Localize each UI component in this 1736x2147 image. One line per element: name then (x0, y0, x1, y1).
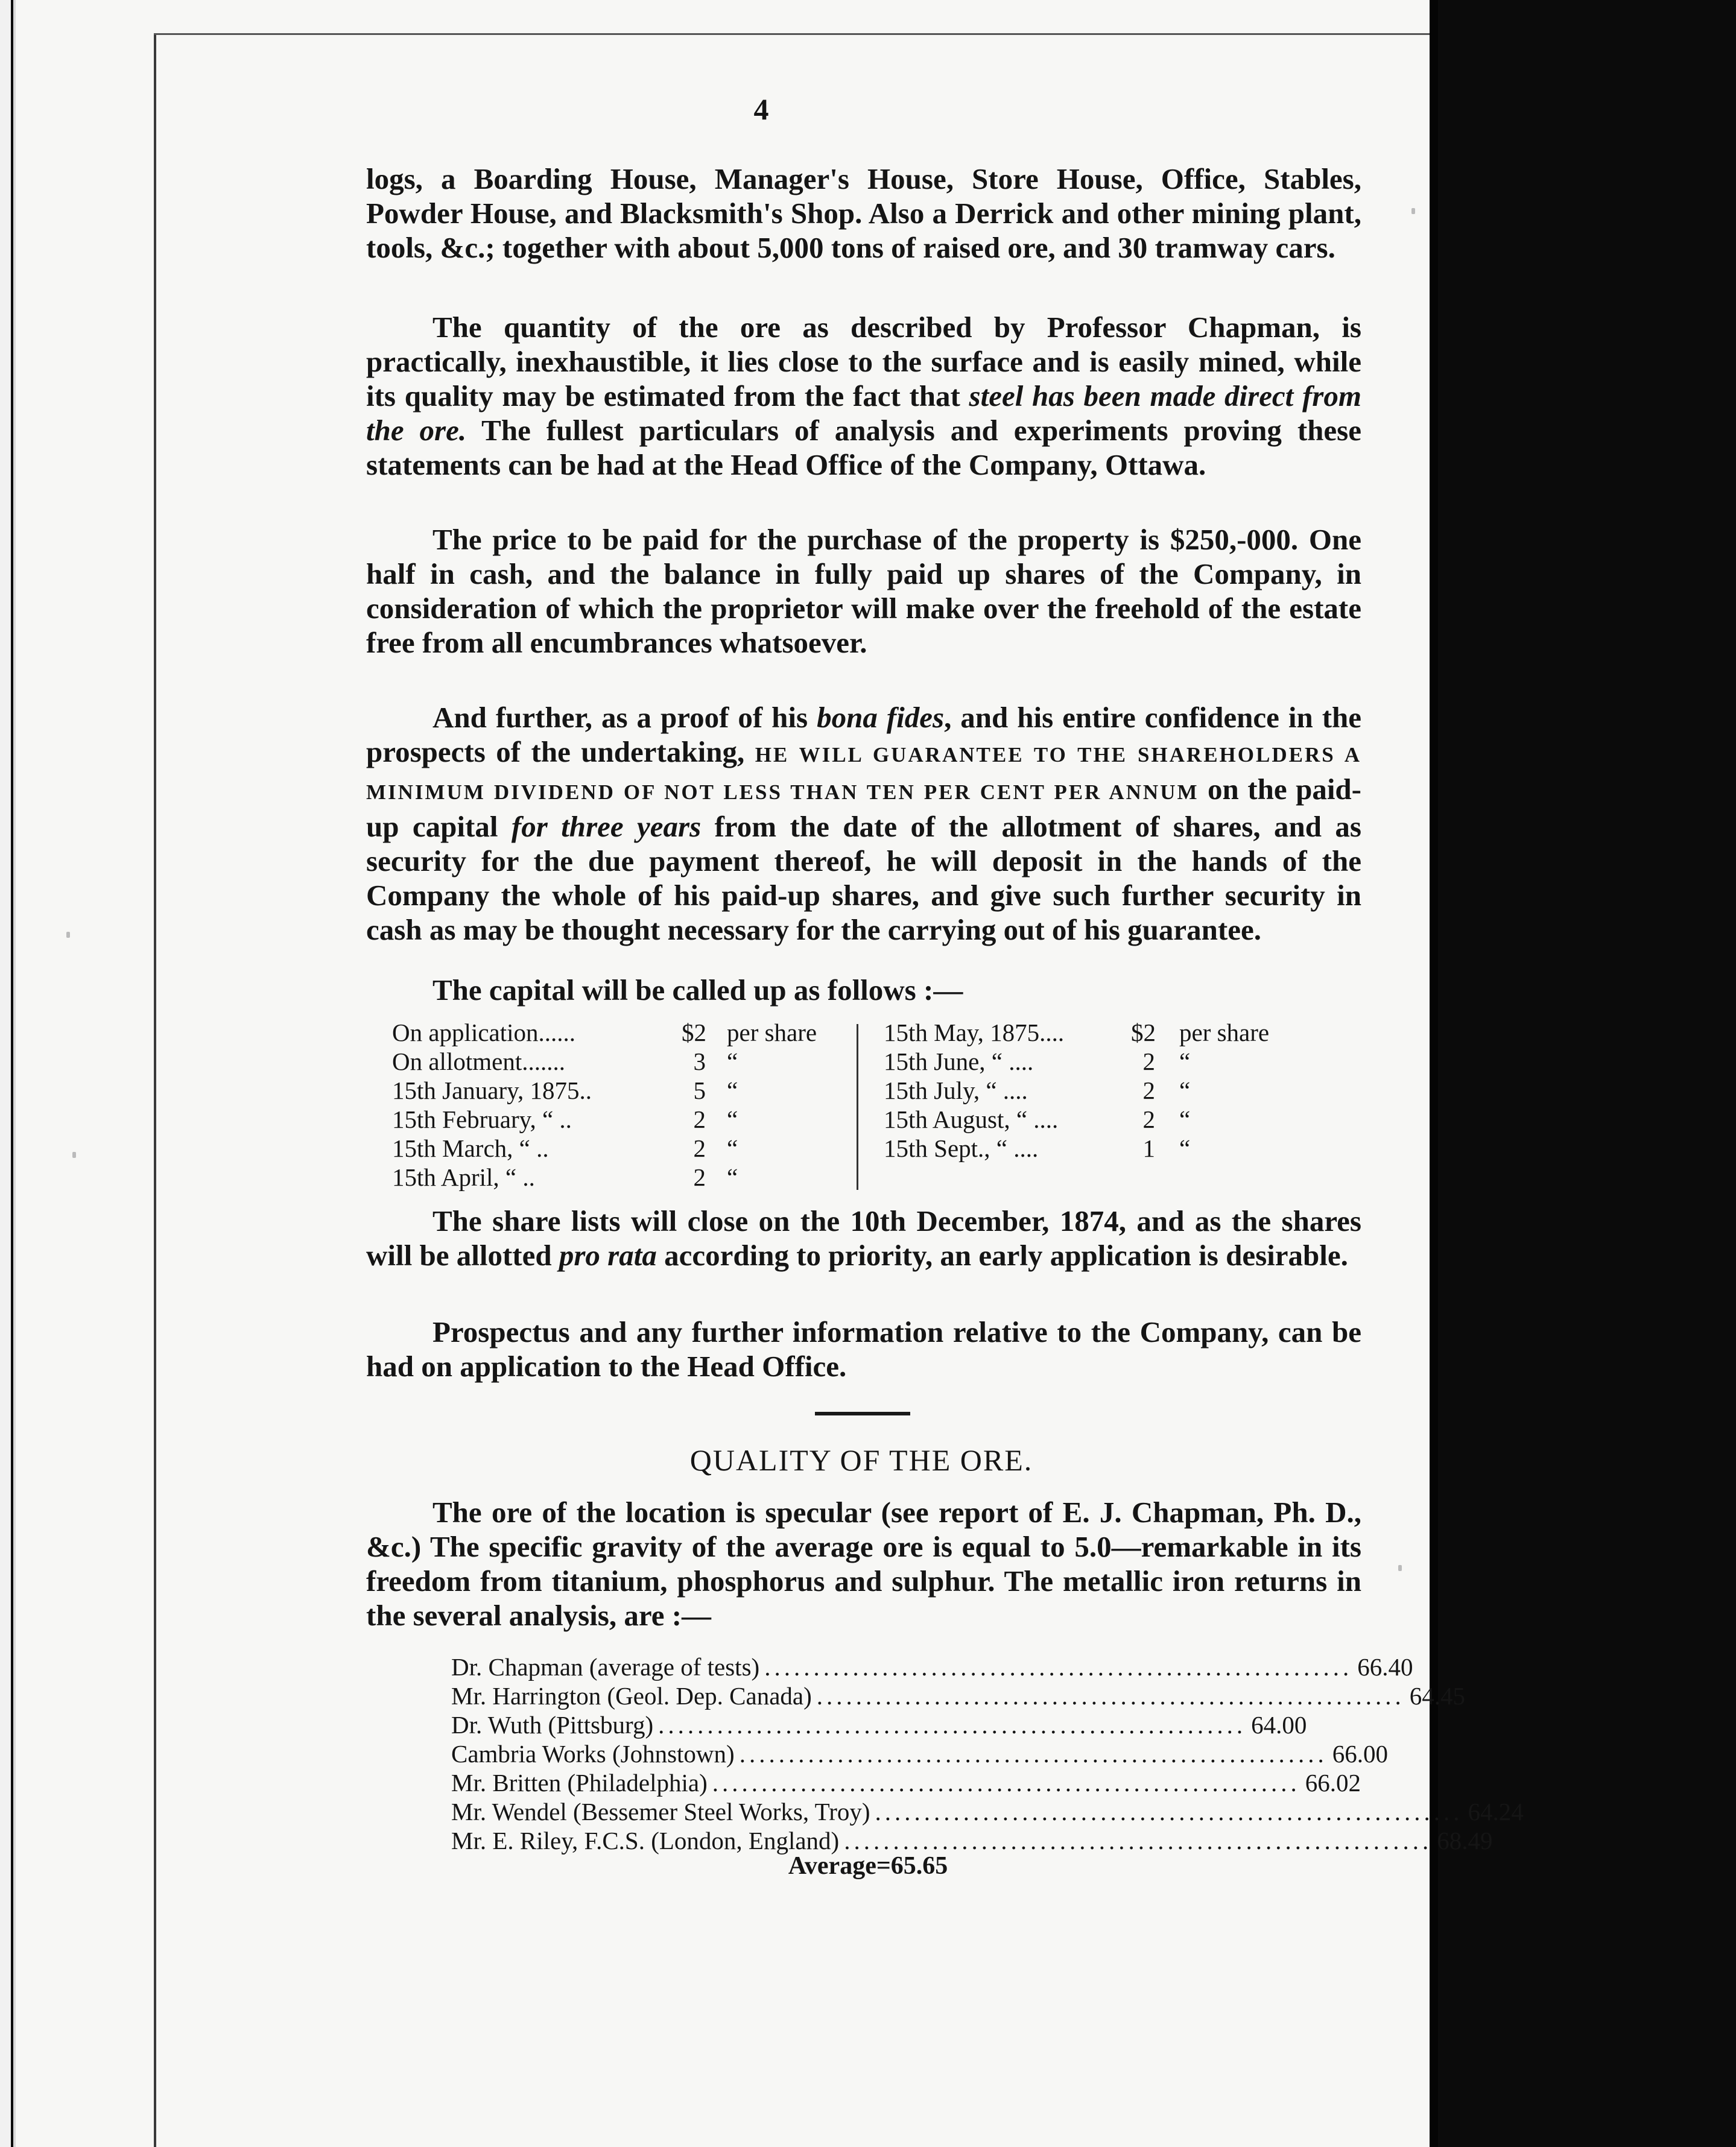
capital-call-schedule (392, 1018, 1357, 1193)
schedule-row (884, 1047, 1366, 1076)
guarantee-text-2: , and his entire confidence in the prospects of the undertaking, (366, 701, 1362, 768)
analysis-value: 66.40 (1357, 1653, 1413, 1681)
schedule-date: On allotment....... (392, 1048, 565, 1075)
quantity-text: The quantity of the ore as described by Professor Chapman, is practically, inexhaustible, it lies close to the surface and is easily mined, while its quality may be estimated from the fact that (366, 311, 1361, 413)
schedule-date: 15th May, 1875.... (884, 1019, 1065, 1046)
analysis-value: 64.24 (1468, 1798, 1524, 1826)
steel-emphasis: steel has been made direct from the ore. (366, 379, 1361, 447)
analysis-value: 64.00 (1251, 1711, 1307, 1739)
schedule-amount: 2 (1142, 1105, 1155, 1133)
leader-dots: ............................................................ (658, 1711, 1247, 1739)
section-rule (815, 1412, 910, 1415)
schedule-date: 15th June, “ .... (884, 1048, 1034, 1075)
analysis-row (451, 1739, 1388, 1768)
analysis-row (451, 1652, 1413, 1681)
schedule-unit: “ (727, 1134, 738, 1162)
schedule-amount: 2 (693, 1134, 706, 1162)
analyst-name: Dr. Chapman (average of tests) (451, 1653, 760, 1681)
analyst-name: Dr. Wuth (Pittsburg) (451, 1711, 654, 1739)
schedule-unit: per share (1179, 1019, 1270, 1046)
schedule-row (392, 1047, 851, 1076)
paragraph-price: The price to be paid for the purchase of the property is $250,-000. One half in cash, and the balance in fully paid up shares of the Company, in consideration of which the proprietor will make over the freehold of the estate free from all encumbrances whatsoever. (366, 523, 1361, 659)
scan-speck (66, 932, 70, 938)
guarantee-text-4: from the date of the allotment of shares, and as security for the due payment thereof, he will deposit in the hands of the Company the whole of his paid-up shares, and give such further security in cash as may be thought necessary for the carrying out of his guarantee. (366, 810, 1361, 946)
schedule-row (392, 1105, 851, 1134)
schedule-row (392, 1076, 851, 1105)
schedule-date: 15th August, “ .... (884, 1105, 1059, 1133)
paragraph-buildings: logs, a Boarding House, Manager's House, Store House, Office, Stables, Powder House, and Blacksmith's Shop. Also a Derrick and other mining plant, tools, &c.; together with about 5,000 tons of raised ore, and 30 tramway cars. (366, 162, 1361, 264)
section-heading: QUALITY OF THE ORE. (689, 1443, 1033, 1477)
three-years-emphasis: for three years (511, 810, 702, 843)
schedule-unit: per share (727, 1019, 817, 1046)
schedule-row (392, 1163, 851, 1192)
leader-dots: ............................................................ (844, 1827, 1433, 1855)
schedule-date: 15th March, “ .. (392, 1134, 549, 1162)
schedule-unit: “ (1179, 1105, 1191, 1133)
guarantee-smallcaps: HE WILL GUARANTEE TO THE SHAREHOLDERS A MINIMUM DIVIDEND OF NOT LESS THAN TEN PER CENT PER ANNUM (366, 743, 1362, 804)
schedule-row (884, 1018, 1366, 1047)
schedule-unit: “ (1179, 1048, 1191, 1075)
leader-dots: ............................................................ (875, 1798, 1463, 1826)
schedule-row (884, 1134, 1366, 1163)
analysis-value: 68.49 (1437, 1827, 1493, 1855)
analysis-value: 64.45 (1409, 1682, 1465, 1710)
analyst-name: Mr. Wendel (Bessemer Steel Works, Troy) (451, 1798, 870, 1826)
schedule-date: On application...... (392, 1019, 576, 1046)
share-lists-text: The share lists will close on the 10th December, 1874, and as the shares will be allotted (366, 1204, 1361, 1272)
scan-frame-edge (154, 33, 156, 2147)
schedule-date: 15th April, “ .. (392, 1163, 535, 1191)
analysis-value: 66.02 (1305, 1769, 1361, 1797)
bona-fides-emphasis: bona fides (817, 701, 945, 734)
paragraph-guarantee (366, 700, 1361, 947)
analyst-name: Mr. E. Riley, F.C.S. (London, England) (451, 1827, 840, 1855)
quantity-text-end: The fullest particulars of analysis and experiments proving these statements can be had at the Head Office of the Company, Ottawa. (366, 414, 1361, 481)
schedule-unit: “ (727, 1163, 738, 1191)
leader-dots: ............................................................ (739, 1740, 1328, 1768)
paragraph-prospectus: Prospectus and any further information relative to the Company, can be had on application to the Head Office. (366, 1315, 1361, 1383)
schedule-date: 15th Sept., “ .... (884, 1134, 1039, 1162)
analyst-name: Mr. Harrington (Geol. Dep. Canada) (451, 1682, 812, 1710)
schedule-amount: $2 (1131, 1019, 1156, 1046)
schedule-unit: “ (727, 1077, 738, 1104)
schedule-row (392, 1018, 851, 1047)
schedule-unit: “ (727, 1105, 738, 1133)
analysis-table (451, 1652, 1524, 1855)
scan-speck (1398, 1565, 1402, 1571)
analysis-row (451, 1797, 1524, 1826)
schedule-row (884, 1076, 1366, 1105)
analysis-row (451, 1710, 1307, 1739)
schedule-right-column (884, 1018, 1366, 1163)
schedule-unit: “ (1179, 1077, 1191, 1104)
page-number: 4 (753, 92, 769, 126)
scan-margin-left (0, 0, 11, 2147)
analysis-value: 66.00 (1332, 1740, 1388, 1768)
paragraph-share-lists (366, 1204, 1361, 1273)
schedule-divider (857, 1024, 858, 1190)
guarantee-text: And further, as a proof of his (432, 701, 817, 734)
analysis-row (451, 1681, 1465, 1710)
paragraph-quantity (366, 310, 1361, 482)
schedule-date: 15th July, “ .... (884, 1077, 1028, 1104)
paragraph-capital-intro: The capital will be called up as follows :— (432, 973, 963, 1007)
schedule-amount: 5 (693, 1077, 706, 1104)
scan-speck (72, 1152, 76, 1158)
leader-dots: ............................................................ (816, 1682, 1405, 1710)
schedule-amount: 2 (693, 1105, 706, 1133)
share-lists-text-end: according to priority, an early application is desirable. (656, 1239, 1348, 1272)
schedule-amount: 2 (1142, 1077, 1155, 1104)
analysis-row (451, 1768, 1361, 1797)
schedule-row (392, 1134, 851, 1163)
schedule-amount: 1 (1142, 1134, 1155, 1162)
schedule-amount: 2 (1142, 1048, 1155, 1075)
analysis-row (451, 1826, 1493, 1855)
analyst-name: Mr. Britten (Philadelphia) (451, 1769, 708, 1797)
schedule-amount: 3 (693, 1048, 706, 1075)
schedule-date: 15th February, “ .. (392, 1105, 572, 1133)
schedule-unit: “ (727, 1048, 738, 1075)
average-result: Average=65.65 (788, 1852, 948, 1880)
schedule-unit: “ (1179, 1134, 1191, 1162)
paragraph-ore-quality: The ore of the location is specular (see report of E. J. Chapman, Ph. D., &c.) The specific gravity of the average ore is equal to 5.0—remarkable in its freedom from titanium, phosphorus and sulphur. The metallic iron returns in the several analysis, are :— (366, 1496, 1361, 1632)
leader-dots: ............................................................ (712, 1769, 1300, 1797)
pro-rata-emphasis: pro rata (559, 1239, 657, 1272)
schedule-amount: 2 (693, 1163, 706, 1191)
schedule-left-column (392, 1018, 851, 1192)
schedule-date: 15th January, 1875.. (392, 1077, 592, 1104)
analyst-name: Cambria Works (Johnstown) (451, 1740, 735, 1768)
scan-speck (1411, 208, 1415, 214)
schedule-row (884, 1105, 1366, 1134)
leader-dots: ............................................................ (764, 1653, 1353, 1681)
schedule-amount: $2 (682, 1019, 706, 1046)
guarantee-text-3: on the paid-up capital (366, 773, 1361, 843)
scan-frame-top (154, 33, 1430, 35)
